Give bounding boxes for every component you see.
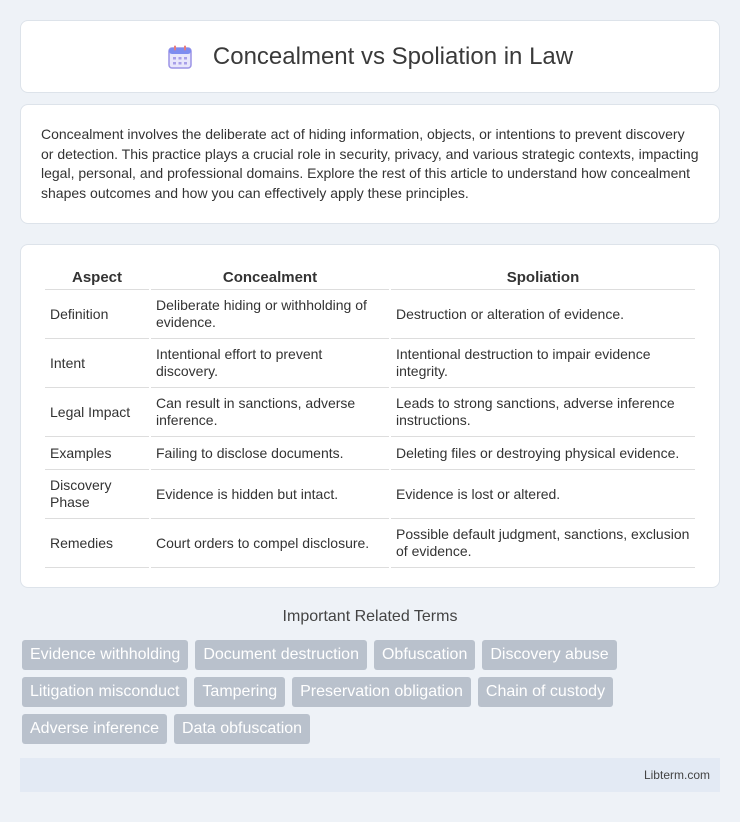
table-cell: Legal Impact xyxy=(45,388,149,437)
table-cell: Can result in sanctions, adverse inference. xyxy=(151,388,389,437)
table-cell: Destruction or alteration of evidence. xyxy=(391,290,695,339)
intro-text: Concealment involves the deliberate act of hiding information, objects, or intentions to prevent discovery or detection. This practice plays a crucial role in security, privacy, and various strategic contexts, impacting legal, personal, and professional domains. Explore the rest of this article to understand how concealment shapes outcomes and how you can effectively apply these principles. xyxy=(41,126,699,201)
table-cell: Deleting files or destroying physical evidence. xyxy=(391,437,695,470)
table-header: Concealment xyxy=(151,265,389,290)
tag-adverse-inference[interactable]: Adverse inference xyxy=(22,714,167,744)
table-cell: Discovery Phase xyxy=(45,470,149,519)
calendar-icon xyxy=(167,44,193,70)
table-cell: Leads to strong sanctions, adverse inference instructions. xyxy=(391,388,695,437)
table-row xyxy=(45,339,695,388)
tag-tampering[interactable]: Tampering xyxy=(194,677,285,707)
table-row xyxy=(45,470,695,519)
table-cell: Remedies xyxy=(45,519,149,568)
table-cell: Intentional effort to prevent discovery. xyxy=(151,339,389,388)
tag-obfuscation[interactable]: Obfuscation xyxy=(374,640,475,670)
table-cell: Intent xyxy=(45,339,149,388)
table-cell: Deliberate hiding or withholding of evidence. xyxy=(151,290,389,339)
table-row xyxy=(45,519,695,568)
table-header: Aspect xyxy=(45,265,149,290)
comparison-table-card xyxy=(20,244,720,588)
related-terms-tags xyxy=(22,640,722,744)
table-header: Spoliation xyxy=(391,265,695,290)
footer xyxy=(20,758,720,792)
table-cell: Court orders to compel disclosure. xyxy=(151,519,389,568)
comparison-table xyxy=(43,265,697,568)
table-cell: Evidence is lost or altered. xyxy=(391,470,695,519)
page-title: Concealment vs Spoliation in Law xyxy=(212,42,574,70)
table-row xyxy=(45,388,695,437)
table-row xyxy=(45,437,695,470)
tag-litigation-misconduct[interactable]: Litigation misconduct xyxy=(22,677,187,707)
tag-document-destruction[interactable]: Document destruction xyxy=(195,640,367,670)
intro-card xyxy=(20,104,720,224)
table-cell: Possible default judgment, sanctions, exclusion of evidence. xyxy=(391,519,695,568)
tag-chain-of-custody[interactable]: Chain of custody xyxy=(478,677,613,707)
tag-discovery-abuse[interactable]: Discovery abuse xyxy=(482,640,616,670)
tag-preservation-obligation[interactable]: Preservation obligation xyxy=(292,677,471,707)
table-row xyxy=(45,290,695,339)
header-card xyxy=(20,20,720,93)
table-cell: Definition xyxy=(45,290,149,339)
footer-site-link[interactable]: Libterm.com xyxy=(643,768,710,782)
related-terms-title: Important Related Terms xyxy=(282,608,458,625)
tag-evidence-withholding[interactable]: Evidence withholding xyxy=(22,640,188,670)
table-cell: Evidence is hidden but intact. xyxy=(151,470,389,519)
table-cell: Failing to disclose documents. xyxy=(151,437,389,470)
table-cell: Examples xyxy=(45,437,149,470)
table-cell: Intentional destruction to impair evidence integrity. xyxy=(391,339,695,388)
tag-data-obfuscation[interactable]: Data obfuscation xyxy=(174,714,310,744)
